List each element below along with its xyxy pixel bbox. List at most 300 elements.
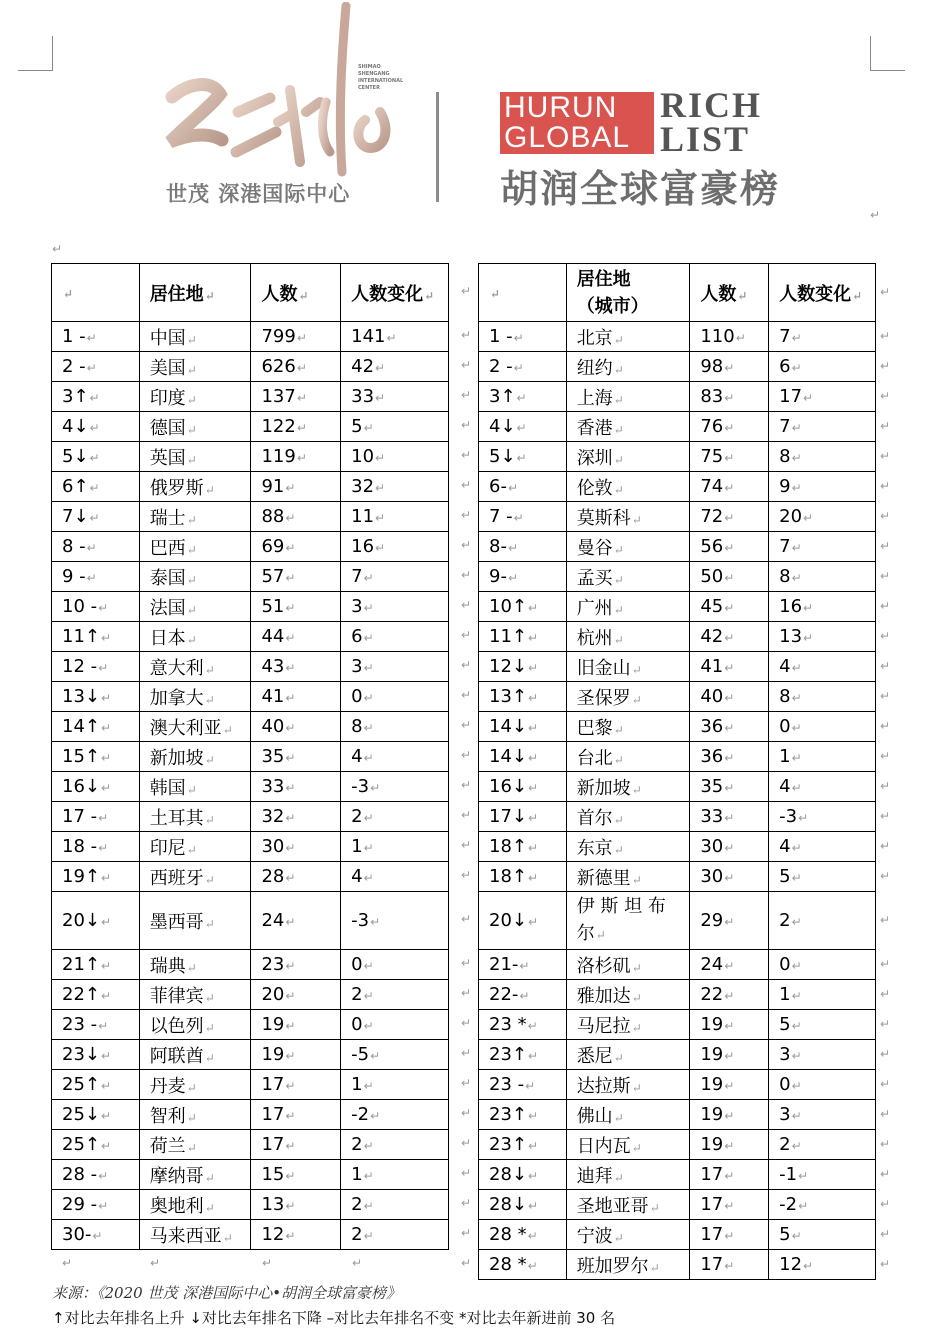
rank-cell (52, 562, 140, 592)
cell-mark: ↵ (285, 1109, 296, 1123)
location-cell-text: 香港 (576, 417, 613, 439)
rank-cell (479, 1220, 567, 1250)
rank-cell-text: 20↓ (62, 910, 100, 931)
change-cell-text: 9 (779, 476, 791, 497)
rank-cell-text: 25↑ (62, 1134, 100, 1155)
cell-mark: ↵ (363, 571, 374, 585)
cell-mark: ↵ (101, 1049, 112, 1063)
rank-cell-text: 8 - (62, 536, 86, 557)
cell-mark: ↵ (101, 915, 112, 929)
rank-cell-text: 21↑ (62, 954, 100, 975)
location-cell (566, 532, 690, 562)
cell-mark: ↵ (375, 541, 386, 555)
location-cell-text: 印尼 (149, 837, 186, 859)
count-cell (690, 382, 769, 412)
cell-mark: ↵ (631, 782, 642, 797)
paragraph-mark: ↵ (461, 868, 472, 882)
table-row (52, 742, 449, 772)
change-cell-text: 42 (351, 356, 375, 377)
cell-mark: ↵ (204, 916, 215, 931)
cell-mark: ↵ (735, 331, 746, 345)
cell-mark: ↵ (285, 1019, 296, 1033)
cell-mark: ↵ (186, 512, 197, 527)
paragraph-mark: ↵ (880, 1077, 891, 1091)
cell-mark: ↵ (98, 661, 109, 675)
change-cell-text: 3 (351, 596, 363, 617)
count-cell (690, 1220, 769, 1250)
rank-cell (479, 1100, 567, 1130)
rank-cell (479, 862, 567, 892)
cell-mark: ↵ (519, 989, 530, 1003)
change-cell-text: 5 (351, 416, 363, 437)
location-cell (139, 562, 251, 592)
location-cell (566, 1070, 690, 1100)
change-cell-text: 4 (351, 746, 363, 767)
cell-mark: ↵ (386, 331, 397, 345)
paragraph-mark: ↵ (461, 1016, 472, 1030)
rank-cell-text: 11↑ (489, 626, 527, 647)
change-cell (341, 472, 449, 502)
table-row (479, 1100, 876, 1130)
table-row (479, 412, 876, 442)
location-cell (566, 412, 690, 442)
cell-mark: ↵ (613, 362, 624, 377)
location-cell (139, 382, 251, 412)
location-cell-text: 西班牙 (149, 867, 204, 889)
count-cell-text: 69 (261, 536, 285, 557)
location-cell-text: 东京 (576, 837, 613, 859)
count-cell (690, 622, 769, 652)
count-cell (251, 950, 341, 980)
cell-mark: ↵ (724, 511, 735, 525)
hurun-global-logo-box: HURUN GLOBAL (500, 92, 654, 154)
cell-mark: ↵ (490, 287, 501, 301)
change-cell (769, 1010, 876, 1040)
count-cell-text: 40 (261, 716, 285, 737)
table-row (52, 1130, 449, 1160)
cell-mark: ↵ (613, 1230, 624, 1245)
rank-cell-text: 18↑ (489, 866, 527, 887)
count-cell-text: 13 (261, 1194, 285, 1215)
cell-mark: ↵ (724, 1229, 735, 1243)
cell-mark: ↵ (204, 990, 215, 1005)
table-row (52, 592, 449, 622)
change-cell (341, 712, 449, 742)
rank-cell (479, 1130, 567, 1160)
table-row (479, 622, 876, 652)
rank-cell (479, 950, 567, 980)
table-row (52, 682, 449, 712)
count-header (251, 264, 341, 322)
count-cell (690, 772, 769, 802)
rank-cell-text: 23 - (62, 1014, 98, 1035)
rank-cell (479, 412, 567, 442)
paragraph-mark: ↵ (461, 956, 472, 970)
cell-mark: ↵ (724, 361, 735, 375)
source-note: 来源：《2020 世茂 深港国际中心•胡润全球富豪榜》 (52, 1284, 402, 1302)
cell-mark: ↵ (724, 915, 735, 929)
rank-cell-text: 4↓ (489, 416, 516, 437)
location-cell-text: 瑞士 (149, 507, 186, 529)
rank-cell-text: 25↑ (62, 1074, 100, 1095)
location-cell (566, 562, 690, 592)
cell-mark: ↵ (724, 871, 735, 885)
paragraph-mark: ↵ (880, 479, 891, 493)
cell-mark: ↵ (525, 1079, 536, 1093)
count-cell-text: 35 (261, 746, 285, 767)
cell-mark: ↵ (370, 1109, 381, 1123)
paragraph-mark: ↵ (461, 418, 472, 432)
count-cell (690, 592, 769, 622)
count-cell (690, 712, 769, 742)
cell-mark: ↵ (101, 781, 112, 795)
cell-mark: ↵ (791, 871, 802, 885)
rank-cell (52, 442, 140, 472)
paragraph-mark: ↵ (880, 659, 891, 673)
change-cell-text: 33 (351, 386, 375, 407)
cell-mark: ↵ (631, 960, 642, 975)
cell-mark: ↵ (791, 691, 802, 705)
cell-mark: ↵ (803, 391, 814, 405)
change-cell-text: 10 (351, 446, 375, 467)
count-cell (251, 712, 341, 742)
cell-mark: ↵ (285, 541, 296, 555)
cell-mark: ↵ (285, 511, 296, 525)
cell-mark: ↵ (724, 421, 735, 435)
rank-cell (52, 592, 140, 622)
rank-cell (479, 622, 567, 652)
change-cell (769, 1190, 876, 1220)
count-cell-text: 12 (261, 1224, 285, 1245)
cell-mark: ↵ (222, 722, 233, 737)
count-cell (690, 1070, 769, 1100)
location-cell (566, 1040, 690, 1070)
rank-cell-text: 18↑ (489, 836, 527, 857)
count-cell (251, 1220, 341, 1250)
cell-mark: ↵ (791, 1229, 802, 1243)
location-cell-text: 旧金山 (576, 657, 631, 679)
paragraph-mark: ↵ (880, 329, 891, 343)
count-cell (690, 832, 769, 862)
paragraph-mark: ↵ (461, 1106, 472, 1120)
change-cell (341, 802, 449, 832)
cell-mark: ↵ (101, 959, 112, 973)
cell-mark: ↵ (296, 331, 307, 345)
cell-mark: ↵ (724, 811, 735, 825)
change-cell-text: 2 (779, 1134, 791, 1155)
change-cell-text: 2 (351, 806, 363, 827)
change-cell-text: 6 (779, 356, 791, 377)
paragraph-mark: ↵ (461, 284, 472, 298)
change-cell (341, 742, 449, 772)
location-cell (566, 382, 690, 412)
location-header-text: 居住地 (149, 283, 204, 305)
cell-mark: ↵ (363, 989, 374, 1003)
rank-cell (479, 472, 567, 502)
cell-mark: ↵ (791, 915, 802, 929)
location-cell (566, 950, 690, 980)
cell-mark: ↵ (516, 451, 527, 465)
table-row (479, 352, 876, 382)
table-row (52, 442, 449, 472)
count-cell (690, 412, 769, 442)
cell-mark: ↵ (724, 751, 735, 765)
rank-cell-text: 8- (489, 536, 507, 557)
location-cell-text: 新加坡 (576, 777, 631, 799)
location-cell-text: 马来西亚 (149, 1225, 222, 1247)
change-cell (341, 832, 449, 862)
paragraph-mark: ↵ (461, 688, 472, 702)
change-cell-text: 1 (779, 984, 791, 1005)
cell-mark: ↵ (791, 571, 802, 585)
table-row (479, 742, 876, 772)
paragraph-mark: ↵ (461, 568, 472, 582)
table-row (52, 862, 449, 892)
cell-mark: ↵ (791, 1079, 802, 1093)
location-cell-text: 台北 (576, 747, 613, 769)
location-cell (566, 1010, 690, 1040)
count-cell-text: 50 (700, 566, 724, 587)
cell-mark: ↵ (375, 481, 386, 495)
location-cell (139, 622, 251, 652)
paragraph-mark: ↵ (461, 1136, 472, 1150)
cell-mark: ↵ (791, 1049, 802, 1063)
change-header-text: 人数变化 (779, 283, 852, 305)
rank-cell-text: 2 - (62, 356, 86, 377)
rank-cell-text: 30- (62, 1224, 92, 1245)
cell-mark: ↵ (791, 541, 802, 555)
cell-mark: ↵ (101, 751, 112, 765)
change-cell (341, 1010, 449, 1040)
location-cell-text: 上海 (576, 387, 613, 409)
table-row (479, 1070, 876, 1100)
table-row (52, 1190, 449, 1220)
rank-cell-text: 20↓ (489, 910, 527, 931)
count-cell (251, 562, 341, 592)
change-cell-text: 1 (351, 1164, 363, 1185)
rank-cell-text: 17 - (62, 806, 98, 827)
cell-mark: ↵ (363, 811, 374, 825)
rank-cell (479, 592, 567, 622)
change-cell (769, 442, 876, 472)
count-cell-text: 41 (700, 656, 724, 677)
paragraph-mark: ↵ (461, 448, 472, 462)
count-cell-text: 23 (261, 954, 285, 975)
count-cell (251, 622, 341, 652)
paragraph-mark: ↵ (880, 359, 891, 373)
paragraph-mark: ↵ (461, 986, 472, 1000)
rank-cell (52, 1070, 140, 1100)
count-cell (251, 1160, 341, 1190)
cell-mark: ↵ (631, 692, 642, 707)
location-cell-text: 达拉斯 (576, 1075, 631, 1097)
change-cell (341, 652, 449, 682)
location-cell-text: 奥地利 (149, 1195, 204, 1217)
change-cell-text: 2 (351, 1134, 363, 1155)
location-cell (566, 442, 690, 472)
rank-cell-text: 28 * (489, 1254, 527, 1275)
cell-mark: ↵ (98, 1019, 109, 1033)
rank-cell-text: 10↑ (489, 596, 527, 617)
cell-mark: ↵ (285, 871, 296, 885)
cell-mark: ↵ (528, 915, 539, 929)
table-row (479, 772, 876, 802)
change-cell (769, 862, 876, 892)
cell-mark: ↵ (89, 481, 100, 495)
count-cell-text: 33 (261, 776, 285, 797)
cell-mark: ↵ (204, 692, 215, 707)
cell-mark: ↵ (204, 288, 215, 303)
rank-cell (479, 1070, 567, 1100)
cell-mark: ↵ (724, 481, 735, 495)
rank-cell (52, 1100, 140, 1130)
rank-cell-text: 15↑ (62, 746, 100, 767)
count-cell (690, 472, 769, 502)
location-cell-text: 新德里 (576, 867, 631, 889)
location-cell (566, 502, 690, 532)
cell-mark: ↵ (186, 602, 197, 617)
table-row (52, 652, 449, 682)
cell-mark: ↵ (285, 661, 296, 675)
cell-mark: ↵ (631, 872, 642, 887)
table-row (479, 682, 876, 712)
cell-mark: ↵ (285, 989, 296, 1003)
location-cell-text: 杭州 (576, 627, 613, 649)
location-cell-text: 雅加达 (576, 985, 631, 1007)
cell-mark: ↵ (186, 842, 197, 857)
cell-mark: ↵ (528, 721, 539, 735)
rank-cell (479, 712, 567, 742)
change-cell (769, 472, 876, 502)
cell-mark: ↵ (724, 1259, 735, 1273)
cell-mark: ↵ (613, 602, 624, 617)
rank-cell (479, 652, 567, 682)
table-row (479, 562, 876, 592)
rank-cell-text: 29 - (62, 1194, 98, 1215)
crop-mark-top-left (18, 36, 53, 71)
change-cell (769, 1130, 876, 1160)
change-cell-text: -2 (779, 1194, 798, 1215)
cell-mark: ↵ (285, 841, 296, 855)
rank-cell-text: 22- (489, 984, 519, 1005)
cell-mark: ↵ (222, 1230, 233, 1245)
paragraph-mark: ↵ (880, 569, 891, 583)
cell-mark: ↵ (613, 632, 624, 647)
cell-mark: ↵ (724, 841, 735, 855)
cell-mark: ↵ (101, 989, 112, 1003)
count-cell (690, 950, 769, 980)
change-cell (341, 592, 449, 622)
change-cell (769, 980, 876, 1010)
rich-list-logo-text: RICH LIST (660, 85, 763, 159)
change-cell-text: 5 (779, 1224, 791, 1245)
change-cell (341, 322, 449, 352)
rank-cell-text: 13↑ (489, 686, 527, 707)
rank-cell (52, 1220, 140, 1250)
paragraph-mark: ↵ (62, 1256, 73, 1270)
rank-cell-text: 9- (489, 566, 507, 587)
cell-mark: ↵ (363, 631, 374, 645)
change-cell (769, 772, 876, 802)
cell-mark: ↵ (370, 1049, 381, 1063)
cell-mark: ↵ (285, 601, 296, 615)
count-cell-text: 17 (261, 1104, 285, 1125)
cell-mark: ↵ (791, 989, 802, 1003)
change-cell (341, 562, 449, 592)
count-cell-text: 19 (261, 1014, 285, 1035)
location-cell-text: 首尔 (576, 807, 613, 829)
rank-cell (479, 832, 567, 862)
change-cell-text: 2 (351, 1224, 363, 1245)
table-row (479, 532, 876, 562)
table-row (52, 322, 449, 352)
count-cell (251, 1100, 341, 1130)
location-cell (139, 712, 251, 742)
cell-mark: ↵ (204, 482, 215, 497)
cell-mark: ↵ (98, 1199, 109, 1213)
count-cell (251, 772, 341, 802)
rank-cell (52, 1190, 140, 1220)
count-cell-text: 24 (700, 954, 724, 975)
count-cell-text: 19 (700, 1014, 724, 1035)
cell-mark: ↵ (613, 332, 624, 347)
count-cell (251, 892, 341, 950)
cell-mark: ↵ (101, 1079, 112, 1093)
table-row (479, 1130, 876, 1160)
location-cell-text: 土耳其 (149, 807, 204, 829)
cell-mark: ↵ (528, 661, 539, 675)
change-cell-text: 6 (351, 626, 363, 647)
cell-mark: ↵ (204, 812, 215, 827)
location-cell-text: 佛山 (576, 1105, 613, 1127)
rank-cell-text: 12 - (62, 656, 98, 677)
location-cell-text: 印度 (149, 387, 186, 409)
location-cell (139, 652, 251, 682)
location-cell-text: 丹麦 (149, 1075, 186, 1097)
cell-mark: ↵ (613, 1050, 624, 1065)
cell-mark: ↵ (285, 631, 296, 645)
count-cell-text: 110 (700, 326, 735, 347)
rank-cell (52, 352, 140, 382)
rank-cell-text: 13↓ (62, 686, 100, 707)
cell-mark: ↵ (528, 601, 539, 615)
rank-cell (52, 1010, 140, 1040)
rank-cell-text: 5↓ (489, 446, 516, 467)
location-cell (139, 980, 251, 1010)
location-cell (139, 412, 251, 442)
rank-cell-text: 22↑ (62, 984, 100, 1005)
cell-mark: ↵ (803, 601, 814, 615)
count-cell (251, 682, 341, 712)
cell-mark: ↵ (363, 1139, 374, 1153)
cell-mark: ↵ (186, 542, 197, 557)
rank-cell (479, 1190, 567, 1220)
rank-cell (52, 682, 140, 712)
location-cell-text: 阿联酋 (149, 1045, 204, 1067)
cell-mark: ↵ (285, 1079, 296, 1093)
cell-mark: ↵ (285, 691, 296, 705)
count-cell (251, 832, 341, 862)
cell-mark: ↵ (528, 1169, 539, 1183)
cell-mark: ↵ (89, 511, 100, 525)
paragraph-mark: ↵ (461, 778, 472, 792)
cell-mark: ↵ (528, 871, 539, 885)
rank-cell (52, 1160, 140, 1190)
location-cell-text: 巴西 (149, 537, 186, 559)
location-cell-text: 广州 (576, 597, 613, 619)
rank-cell-text: 12↓ (489, 656, 527, 677)
change-cell (769, 1040, 876, 1070)
